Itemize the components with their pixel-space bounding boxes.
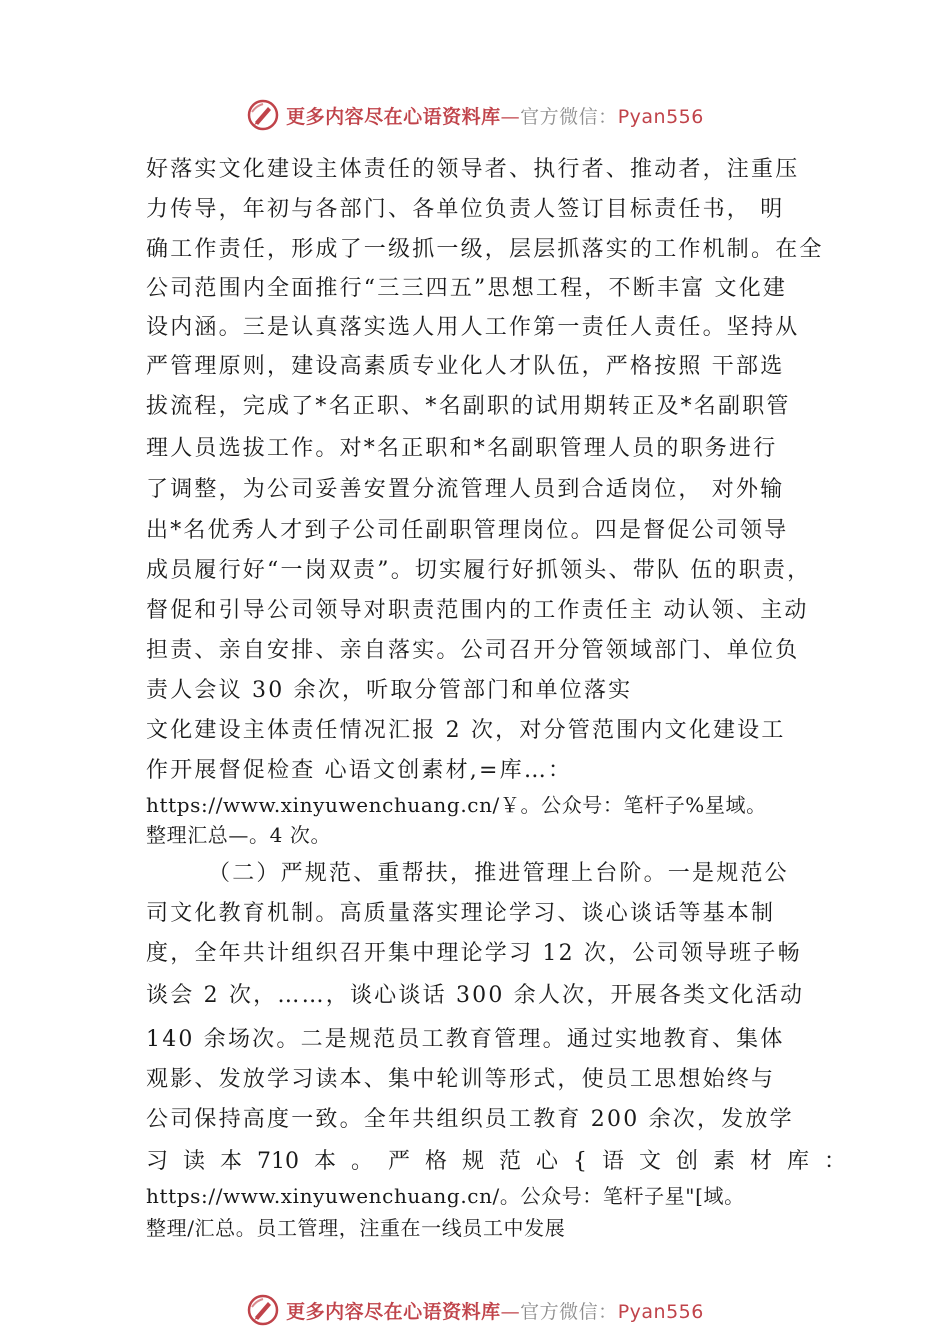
- text-line: 严管理原则，建设高素质专业化人才队伍，严格按照 干部选: [146, 354, 785, 379]
- text-line-justified: [146, 1147, 846, 1177]
- word: 心: [535, 1149, 558, 1174]
- text-line: 文化建设主体责任情况汇报 2 次，对分管范围内文化建设工: [146, 718, 786, 743]
- header-banner: [0, 95, 950, 135]
- banner-text: [286, 1297, 704, 1324]
- word: 文: [638, 1149, 661, 1174]
- banner-wechat: Pyan556: [617, 1300, 704, 1323]
- word: 材: [749, 1149, 772, 1174]
- text-line: 观影、发放学习读本、集中轮训等形式，使员工思想始终与: [146, 1067, 776, 1092]
- text-line: 担责、亲自安排、亲自落实。公司召开分管领域部门、单位负: [146, 638, 800, 663]
- word: 库: [786, 1149, 809, 1174]
- word: 创: [675, 1149, 698, 1174]
- text-line: 力传导，年初与各部门、各单位负责人签订目标责任书， 明: [146, 197, 785, 222]
- text-line: 整理/汇总。员工管理，注重在一线员工中发展: [146, 1216, 566, 1240]
- text-line: 公司范围内全面推行“三三四五”思想工程，不断丰富 文化建: [146, 276, 788, 301]
- text-line: 理人员选拔工作。对*名正职和*名副职管理人员的职务进行: [146, 436, 778, 461]
- banner-main: 更多内容尽在心语资料库: [286, 105, 501, 128]
- word: 范: [498, 1149, 521, 1174]
- text-line: 好落实文化建设主体责任的领导者、执行者、推动者，注重压: [146, 157, 800, 182]
- logo-icon: [246, 1293, 280, 1327]
- word: 语: [601, 1149, 624, 1174]
- text-line: 司文化教育机制。高质量落实理论学习、谈心谈话等基本制: [146, 901, 776, 926]
- text-line: 谈会 2 次，……，谈心谈话 300 余人次，开展各类文化活动: [146, 983, 805, 1008]
- text-line: 作开展督促检查 心语文创素材,=库…：: [146, 758, 573, 783]
- word: 。: [350, 1149, 373, 1174]
- banner-official: 官方微信：: [520, 1300, 618, 1323]
- text-line: 拔流程，完成了*名正职、*名副职的试用期转正及*名副职管: [146, 394, 791, 419]
- banner-dash: —: [500, 1300, 521, 1323]
- text-line: 了调整，为公司妥善安置分流管理人员到合适岗位， 对外输: [146, 477, 785, 502]
- word: 规: [461, 1149, 484, 1174]
- logo-icon: [246, 98, 280, 132]
- text-line: 设内涵。三是认真落实选人用人工作第一责任人责任。坚持从: [146, 315, 800, 340]
- text-line: https://www.xinyuwenchuang.cn/￥。公众号：笔杆子%星域。: [146, 793, 767, 817]
- word: 710: [257, 1149, 299, 1174]
- word: 本: [220, 1149, 243, 1174]
- text-line-indented: （二）严规范、重帮扶，推进管理上台阶。一是规范公: [208, 861, 789, 886]
- text-line: 出*名优秀人才到子公司任副职管理岗位。四是督促公司领导: [146, 518, 789, 543]
- word: 读: [183, 1149, 206, 1174]
- banner-dash: —: [500, 105, 521, 128]
- banner-wechat: Pyan556: [617, 105, 704, 128]
- text-line: 整理汇总—。4 次。: [146, 823, 332, 847]
- text-line: 成员履行好“一岗双责”。切实履行好抓领头、带队 伍的职责，: [146, 558, 812, 583]
- banner-official: 官方微信：: [520, 105, 618, 128]
- banner-text: [286, 102, 704, 129]
- banner-main: 更多内容尽在心语资料库: [286, 1300, 501, 1323]
- word: 严: [387, 1149, 410, 1174]
- word: 格: [424, 1149, 447, 1174]
- text-line: 督促和引导公司领导对职责范围内的工作责任主 动认领、主动: [146, 598, 809, 623]
- text-line: 责人会议 30 余次，听取分管部门和单位落实: [146, 678, 633, 703]
- word: 本: [313, 1149, 336, 1174]
- text-line: 度，全年共计组织召开集中理论学习 12 次，公司领导班子畅: [146, 941, 802, 966]
- text-line: 确工作责任，形成了一级抓一级，层层抓落实的工作机制。在全: [146, 237, 824, 262]
- word: {: [572, 1149, 587, 1174]
- text-line: 140 余场次。二是规范员工教育管理。通过实地教育、集体: [146, 1027, 785, 1052]
- word: 素: [712, 1149, 735, 1174]
- text-line: 公司保持高度一致。全年共组织员工教育 200 余次，发放学: [146, 1107, 794, 1132]
- word: 习: [146, 1149, 169, 1174]
- word: ：: [823, 1149, 846, 1174]
- footer-banner: [0, 1290, 950, 1330]
- text-line: https://www.xinyuwenchuang.cn/。公众号：笔杆子星"[域。: [146, 1184, 745, 1208]
